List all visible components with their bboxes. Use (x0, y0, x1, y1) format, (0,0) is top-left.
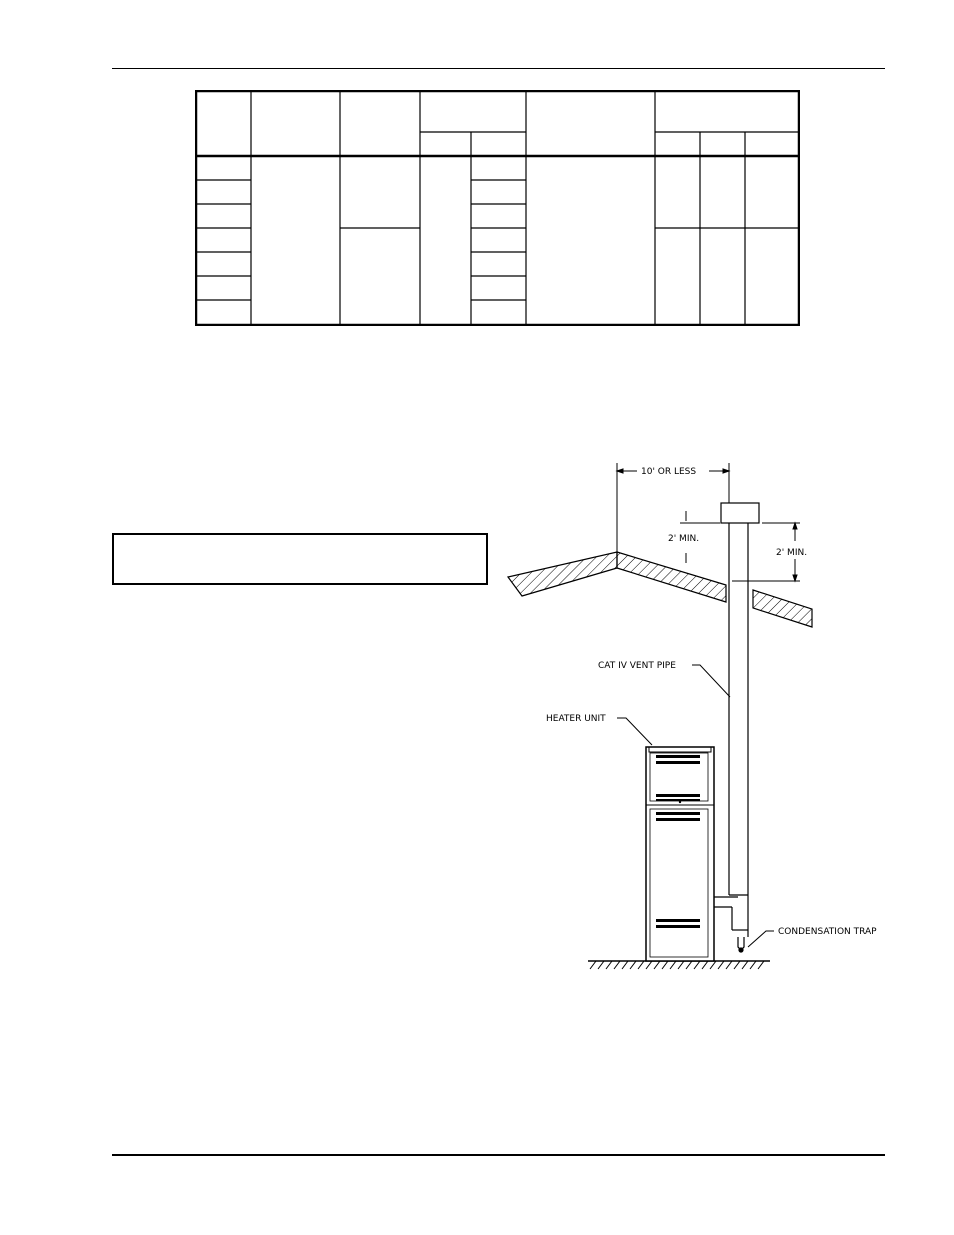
label-min-above-roof: 2' MIN. (776, 548, 808, 558)
bottom-rule (112, 1154, 885, 1156)
label-horizontal-distance: 10' OR LESS (641, 467, 697, 477)
roof-right-slope (617, 552, 726, 602)
warning-box (112, 533, 488, 585)
label-heater-unit: HEATER UNIT (546, 714, 606, 724)
roof-left-slope (508, 552, 617, 596)
ground-line (588, 961, 770, 969)
leader-heater-unit (617, 718, 652, 745)
roof-right-section (753, 590, 812, 627)
label-min-above-ridge: 2' MIN. (668, 534, 700, 544)
leader-vent-pipe (692, 665, 730, 697)
condensation-trap (738, 937, 744, 952)
vent-table (195, 90, 800, 326)
vent-pipe (714, 503, 759, 937)
heater-unit (646, 747, 714, 961)
label-vent-pipe: CAT IV VENT PIPE (598, 661, 676, 671)
vent-installation-figure (500, 455, 890, 975)
label-condensation-trap: CONDENSATION TRAP (778, 927, 877, 937)
top-rule (112, 68, 885, 69)
leader-condensation-trap (748, 931, 774, 947)
